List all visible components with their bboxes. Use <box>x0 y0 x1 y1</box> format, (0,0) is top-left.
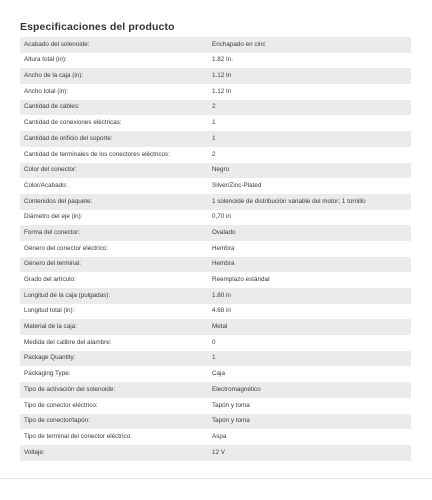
table-row <box>20 366 411 382</box>
table-row <box>20 241 411 257</box>
spec-value: Ovalado <box>208 225 411 241</box>
spec-label: Forma del conector: <box>20 225 208 241</box>
spec-label: Acabado del solenoide: <box>20 37 208 53</box>
spec-value: Negro <box>208 163 411 179</box>
table-row <box>20 272 411 288</box>
table-row <box>20 382 411 398</box>
table-row <box>20 225 411 241</box>
table-row <box>20 304 411 320</box>
spec-value: Silver/Zinc-Plated <box>208 178 411 194</box>
table-row <box>20 147 411 163</box>
spec-value: 1.80 in <box>208 288 411 304</box>
table-row <box>20 257 411 273</box>
spec-value: 12 V <box>208 445 411 461</box>
spec-value: Tapón y toma <box>208 414 411 430</box>
spec-value: 1 <box>208 131 411 147</box>
spec-label: Cantidad de orificio del soporte: <box>20 131 208 147</box>
spec-label: Packaging Type: <box>20 366 208 382</box>
spec-label: Ancho de la caja (in): <box>20 68 208 84</box>
spec-value: Tapón y toma <box>208 398 411 414</box>
spec-value: Metal <box>208 319 411 335</box>
table-row <box>20 68 411 84</box>
table-row <box>20 178 411 194</box>
spec-label: Color del conector: <box>20 163 208 179</box>
spec-label: Altura total (in): <box>20 53 208 69</box>
table-row <box>20 163 411 179</box>
spec-label: Tipo de activación del solenoide: <box>20 382 208 398</box>
spec-label: Medida del calibre del alambre: <box>20 335 208 351</box>
spec-label: Longitud total (in): <box>20 304 208 320</box>
spec-value: 1.82 In. <box>208 53 411 69</box>
spec-value: 0,70 in <box>208 210 411 226</box>
spec-label: Tipo de conector/tapón: <box>20 414 208 430</box>
spec-value: 2 <box>208 100 411 116</box>
table-row <box>20 445 411 461</box>
spec-value: 4.68 in <box>208 304 411 320</box>
spec-label: Longitud de la caja (pulgadas): <box>20 288 208 304</box>
spec-value: 2 <box>208 147 411 163</box>
table-row <box>20 210 411 226</box>
spec-value: 1 <box>208 115 411 131</box>
table-row <box>20 319 411 335</box>
spec-label: Material de la caja: <box>20 319 208 335</box>
table-row <box>20 53 411 69</box>
section-title: Especificaciones del producto <box>20 21 175 33</box>
spec-label: Género del conector eléctrico: <box>20 241 208 257</box>
spec-label: Contenidos del paquete: <box>20 194 208 210</box>
spec-label: Package Quantity: <box>20 351 208 367</box>
specifications-table-body <box>20 37 411 461</box>
spec-value: Electromagnético <box>208 382 411 398</box>
spec-label: Ancho total (in): <box>20 84 208 100</box>
spec-label: Tipo de conector eléctrico: <box>20 398 208 414</box>
table-row <box>20 351 411 367</box>
spec-value: Hembra <box>208 241 411 257</box>
spec-label: Grado del artículo: <box>20 272 208 288</box>
specifications-table <box>20 37 411 461</box>
table-row <box>20 398 411 414</box>
table-row <box>20 335 411 351</box>
spec-value: 1.12 In <box>208 84 411 100</box>
table-row <box>20 194 411 210</box>
table-row <box>20 100 411 116</box>
spec-label: Diámetro del eje (in): <box>20 210 208 226</box>
spec-label: Cantidad de terminales de los conectores eléctricos: <box>20 147 208 163</box>
table-row <box>20 414 411 430</box>
spec-value: Reemplazo estándar <box>208 272 411 288</box>
spec-label: Género del terminal: <box>20 257 208 273</box>
table-row <box>20 37 411 53</box>
spec-value: Caja <box>208 366 411 382</box>
table-row <box>20 84 411 100</box>
table-row <box>20 131 411 147</box>
table-row <box>20 115 411 131</box>
spec-value: Enchapado en cinc <box>208 37 411 53</box>
spec-value: 0 <box>208 335 411 351</box>
table-row <box>20 429 411 445</box>
spec-value: Aspa <box>208 429 411 445</box>
divider <box>0 478 432 479</box>
spec-label: Color/Acabado: <box>20 178 208 194</box>
spec-label: Voltaje: <box>20 445 208 461</box>
spec-value: 1 <box>208 351 411 367</box>
spec-value: 1 solenoide de distribución variable del motor; 1 tornillo <box>208 194 411 210</box>
spec-value: 1.12 In <box>208 68 411 84</box>
spec-label: Tipo de terminal del conector eléctrico: <box>20 429 208 445</box>
table-row <box>20 288 411 304</box>
spec-label: Cantidad de conexiones eléctricas: <box>20 115 208 131</box>
spec-label: Cantidad de cables: <box>20 100 208 116</box>
spec-value: Hembra <box>208 257 411 273</box>
